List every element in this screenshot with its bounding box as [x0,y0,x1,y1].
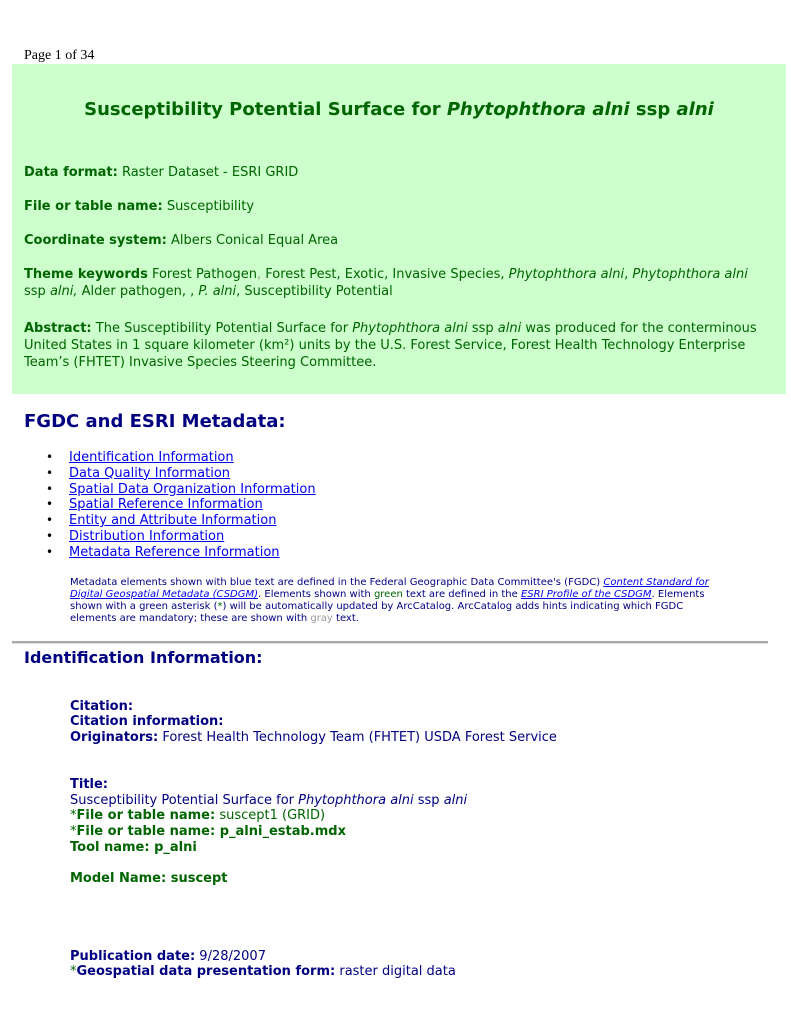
coordinate-system-value: Albers Conical Equal Area [166,233,339,248]
note-gray-word: gray [310,613,333,624]
bullet-icon: • [46,513,54,528]
model-name-label: Model Name: suscept [70,871,228,886]
keyword: ssp [24,284,50,299]
keyword: , Susceptibility Potential [236,284,393,299]
publication-date-value: 9/28/2007 [195,949,266,964]
section-divider [12,641,768,644]
toc-link-identification[interactable]: Identification Information [69,450,234,465]
keyword: alni, [49,284,78,299]
title-species: Phytophthora alni [446,99,630,120]
toc-link-distribution[interactable]: Distribution Information [69,528,225,544]
title-part: Susceptibility Potential Surface for [84,99,447,120]
auto-update-asterisk: * [70,964,77,979]
csdgm-link[interactable]: Content Standard for Digital Geospatial Metadata (CSDGM) [70,577,709,600]
coordinate-system-row [24,232,338,249]
abstract-label: Abstract: [24,321,92,336]
auto-update-asterisk: * [70,824,77,839]
file-name-2-row [70,823,346,840]
tool-name-row [70,839,197,856]
keyword: Forest Pathogen [147,267,257,282]
keyword: Forest Pest, Exotic, Invasive Species [261,267,501,282]
tool-name-label: Tool name: p_alni [70,840,197,855]
abstract-species: Phytophthora alni [352,321,468,336]
file-name-2-label: File or table name: p_alni_estab.mdx [76,824,346,839]
toc-link-metadata-reference[interactable]: Metadata Reference Information [69,544,280,560]
title-label-text: Title: [70,777,109,792]
file-name-label: File or table name: [24,199,163,214]
note-text: text. [332,613,359,624]
data-format-label: Data format: [24,165,118,180]
presentation-form-row [70,963,456,980]
file-name-row [24,198,254,215]
toc-link-data-quality[interactable]: Data Quality Information [69,465,231,481]
page-number: Page 1 of 34 [24,48,95,63]
keyword: Phytophthora alni [632,267,748,282]
bullet-icon: • [46,528,54,543]
keyword: Alder pathogen, , [77,284,199,299]
keyword-separator: , [500,267,509,282]
citation-info-label [70,713,223,730]
keyword-separator: , [256,267,262,282]
citation-label-text: Citation: [70,699,134,714]
toc-link-spatial-reference[interactable]: Spatial Reference Information [69,497,263,513]
theme-keywords-row [24,266,774,300]
keyword-separator: , [624,267,633,282]
note-text: ) will be automatically updated by ArcCatalog. ArcCatalog adds hints indicating which FGDC elements are mandatory; these are shown with [70,601,684,624]
abstract-text: United States in 1 square kilometer (km²) units by the U.S. Forest Service, Forest Health Technology Enterprise [24,338,746,353]
title-label [70,776,108,793]
note-asterisk: * [217,601,223,612]
originators-row [70,729,557,746]
data-format-row [24,164,298,181]
bullet-icon: • [46,481,54,496]
presentation-form-label: Geospatial data presentation form: [76,964,336,979]
esri-profile-link[interactable]: ESRI Profile of the CSDGM [520,589,652,600]
title-subspecies: alni [676,99,714,120]
file-name-1-row [70,807,325,824]
theme-keywords-label: Theme keywords [24,267,148,282]
abstract-row [24,320,774,371]
title-part: ssp [629,99,677,120]
abstract-text: was produced for the conterminous [521,321,757,336]
bullet-icon: • [46,497,54,512]
metadata-heading: FGDC and ESRI Metadata: [24,411,286,432]
identification-heading: Identification Information: [24,648,263,667]
abstract-text: The Susceptibility Potential Surface for [91,321,353,336]
citation-info-label-text: Citation information: [70,714,224,729]
abstract-text: ssp [467,321,498,336]
toc-link-spatial-data-organization[interactable]: Spatial Data Organization Information [69,481,316,497]
presentation-form-value: raster digital data [335,964,456,979]
file-name-1-label: File or table name: [76,808,216,823]
publication-date-label: Publication date: [70,949,196,964]
title-value-text: Susceptibility Potential Surface for [70,793,299,808]
note-text: . Elements shown with [258,589,374,600]
abstract-text: Team’s (FHTET) Invasive Species Steering Committee. [24,355,377,370]
file-name-value: Susceptibility [162,199,255,214]
dataset-title [12,99,786,120]
model-name-row [70,870,228,887]
note-text: Metadata elements shown with blue text are defined in the Federal Geographic Data Committee's (FGDC) [70,577,604,588]
note-text: . Elements shown with a green asterisk ( [70,589,705,612]
bullet-icon: • [46,544,54,559]
originators-value: Forest Health Technology Team (FHTET) USDA Forest Service [158,730,557,745]
title-value-text: ssp [413,793,444,808]
title-value-subspecies: alni [443,793,468,808]
title-value-species: Phytophthora alni [298,793,414,808]
keyword: Phytophthora alni [508,267,625,282]
bullet-icon: • [46,465,54,480]
data-format-value: Raster Dataset - ESRI GRID [117,165,299,180]
bullet-icon: • [46,450,54,464]
coordinate-system-label: Coordinate system: [24,233,167,248]
note-text: text are defined in the [402,589,521,600]
file-name-1-value: suscept1 (GRID) [215,808,326,823]
toc-link-entity-attribute[interactable]: Entity and Attribute Information [69,513,277,529]
note-green-word: green [373,589,403,600]
keyword: P. alni [198,284,237,299]
auto-update-asterisk: * [70,808,77,823]
originators-label: Originators: [70,730,159,745]
metadata-legend-note [70,577,730,625]
abstract-subspecies: alni [497,321,522,336]
